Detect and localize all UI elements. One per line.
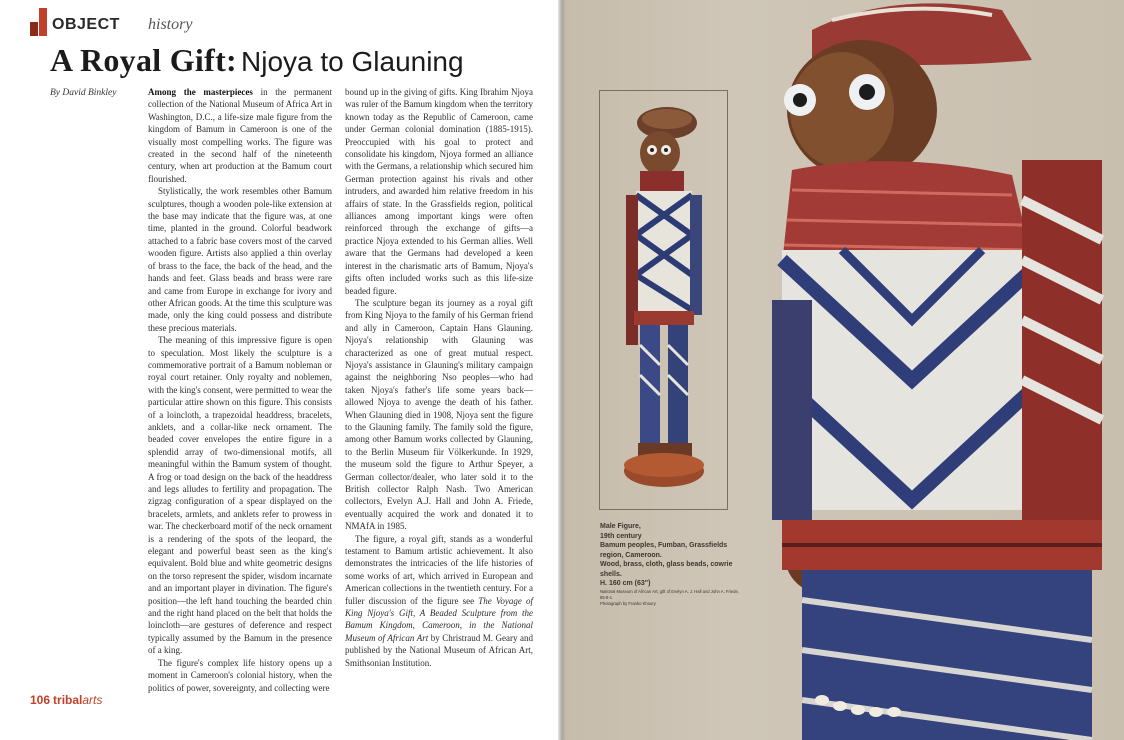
title-bold: A Royal Gift: (50, 42, 237, 78)
paragraph: The sculpture began its journey as a royal gift from King Njoya to the family of his German friend and ally in Cameroon, Captain Hans Glauning. Njoya's relationship with Glauning was characterized as one of great mutual respect. Njoya's assistance in Glauning's military campaign against the neighboring Nso peoples—who had taken Njoya's father's life some years back—allowed Njoya to avenge the death of his father. When Glauning died in 1908, Njoya sent the figure to the Glauning family. The family sold the figure, among other Bamum works collected by Glauning, to the Berlin Museum für Völkerkunde. In 1929, the museum sold the figure to Arthur Speyer, a German collector/dealer, who later sold it to the British collector Ralph Nash. Two American collectors, Evelyn A.J. Hall and John A. Friede, eventually acquired the work and donated it to NMAfA in 1985. (345, 297, 533, 532)
page-gutter (558, 0, 566, 740)
caption-photo-credit: Photograph by Franko Khoury (600, 600, 656, 606)
article-title (50, 42, 464, 79)
caption-line: Bamum peoples, Fumban, Grassfields region, Cameroon. (600, 542, 728, 559)
photo-caption (600, 522, 740, 607)
magazine-name: tribal (53, 693, 83, 707)
caption-line: Wood, brass, cloth, glass beads, cowrie shells. (600, 561, 733, 578)
caption-line: 19th century (600, 532, 642, 540)
magazine-name-italic: arts (82, 693, 103, 707)
byline: By David Binkley (50, 88, 117, 98)
paragraph: Stylistically, the work resembles other Bamum sculptures, though a wooden pole-like extension at the base may indicate that the figure was, at one time, planted in the ground. Colorful beadwork attached to a fabric base covers most of the carved wooden figure. Artists also applied a thin overlay of brass to the face, the back of the head, and the hands and feet. Glass beads and brass were rare and came from Europe in exchange for ivory and other African goods. At the time this sculpture was made, only the king could possess and distribute these precious materials. (148, 186, 332, 333)
text-column-1 (148, 86, 332, 694)
page-number: 106 (30, 693, 51, 707)
main-figure-photo (772, 0, 1124, 740)
paragraph (148, 86, 332, 185)
text-column-2 (345, 86, 533, 669)
lead-in: Among the masterpieces (148, 87, 253, 97)
title-rest: Njoya to Glauning (241, 46, 464, 77)
paragraph: bound up in the giving of gifts. King Ibrahim Njoya was ruler of the Bamum kingdom when the territory known today as the Republic of Cameroon, came under German colonial domination (1885-1915). Preoccupied with his goal to protect and consolidate his kingdom, Njoya formed an alliance with the Germans, a relationship which secured him German protection against his rivals and other intruders, and awarded him relative freedom in his affairs of state. In the Grassfields region, political alliances among important kings were often reinforced through the exchange of gifts—a practice Njoya extended to his German allies. Well aware that the Germans had developed a keen interest in the charismatic arts of Bamum, Njoya's gifts often included works such as this life-size beaded figure. (345, 87, 533, 296)
section-bar-red (39, 8, 47, 36)
inset-figure-photo (612, 105, 712, 495)
paragraph: The figure's complex life history opens up a moment in Cameroon's colonial history, when the politics of power, sovereignty, and collecting were (148, 657, 332, 693)
paragraph: The meaning of this impressive figure is open to speculation. Most likely the sculpture is a commemorative portrait of a Bamum nobleman or royal court retainer. Only royalty and noblemen, with the king's consent, were permitted to wear the particular attire shown on this figure. This consists of a loincloth, a trapezoidal headdress, bracelets, anklets, and a collar-like neck ornament. The beaded cover envelopes the entire figure in a splendid array of two-dimensional motifs, all meaningful within the Bamum system of thought. A frog or toad design on the back of the headdress and legs alludes to fertility and propagation. The zigzag configuration of a spear displayed on the bracelets, armlets, and anklets refer to prowess in war. The checkerboard motif of the neck ornament is a rendering of the spots of the leopard, the elegant and powerful beast seen as the king's equivalent. Bold blue and white geometric designs on the torso represent the spider, wisdom incarnate and an important player in divination. The figure's position—the left hand touching the bearded chin and the right hand placed on the belt that holds the loincloth—are gestures of deference and respect typically assumed by the Bamum in the presence of a king. (148, 335, 332, 656)
paragraph-text: in the permanent collection of the National Museum of Africa Art in Washington, D.C., a life-size male figure from the kingdom of Bamum in Cameroon is one of the visually most compelling works. The figure was created in the second half of the nineteenth century, when art production at the Bamum court flourished. (148, 87, 332, 184)
caption-credit: National Museum of African Art; gift of Evelyn A. J. Hall and John A. Friede, 85-8-1 (600, 588, 739, 600)
caption-line: Male Figure, (600, 523, 641, 530)
paragraph-text: The figure, a royal gift, stands as a wonderful testament to Bamum artistic achievement. It also demonstrates the intricacies of the life histories of some works of art, which arrived in European and American collections in the twentieth century. For a fuller discussion of the figure see (345, 533, 533, 606)
section-label-object: OBJECT (52, 16, 120, 33)
paragraph (345, 533, 533, 669)
caption-size: H. 160 cm (63") (600, 580, 651, 587)
paragraph-text: by Christraud M. Geary and published by the National Museum of African Art, Smithsonian Institution. (345, 632, 533, 668)
page-folio (30, 691, 102, 709)
book-title: The Voyage of King Njoya's Gift, A Beaded Sculpture from the Bamum Kingdom, Cameroon, in the National Museum of African Art (345, 595, 533, 643)
section-bar-dark (30, 22, 38, 36)
right-page-photo (562, 0, 1124, 740)
section-label-history: history (148, 16, 193, 33)
